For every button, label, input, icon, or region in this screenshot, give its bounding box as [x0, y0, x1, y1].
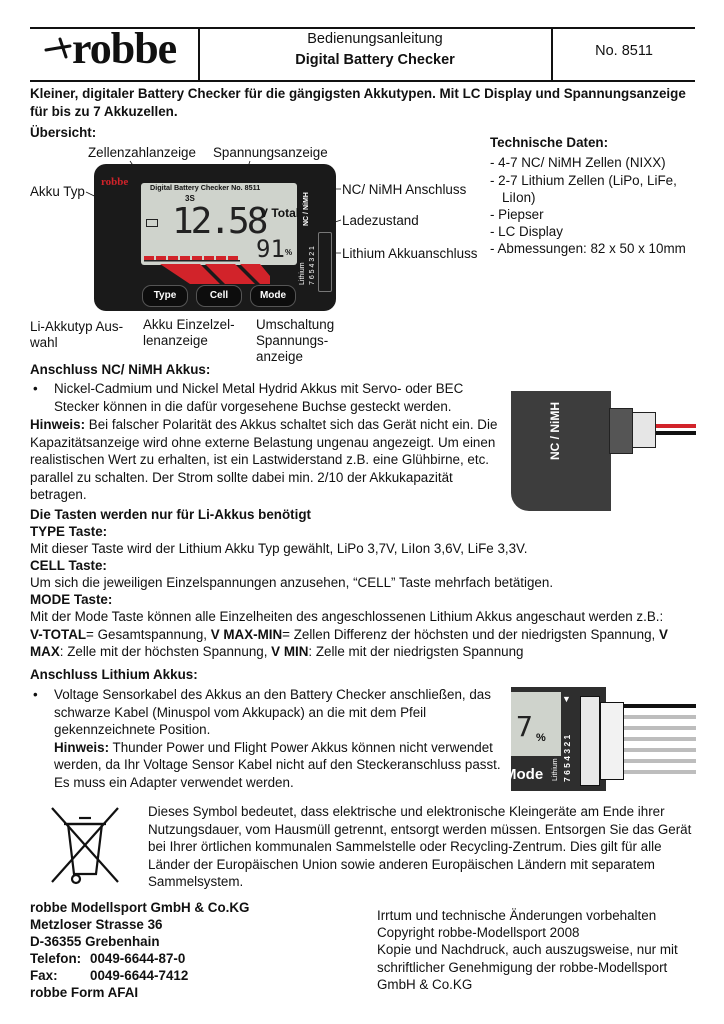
lcd-percent: 91	[256, 235, 285, 263]
li-balancer-plug	[580, 696, 600, 786]
nc-plug	[632, 412, 656, 448]
spec-item-2b: LiIon)	[502, 190, 536, 205]
label-nc-connector: NC/ NiMH Anschluss	[342, 182, 467, 197]
label-lithium-connector: Lithium Akkuanschluss	[342, 246, 478, 261]
nc-heading: Anschluss NC/ NiMH Akkus:	[30, 362, 211, 377]
label-voltage: Spannungsanzeige	[213, 145, 328, 160]
li-hint-text: Thunder Power und Flight Power Akkus können nicht verwendet werden, da Ihr Voltage Sensor Kabel nicht auf den Steckeranschluss passt. Es muss ein Adapter verwendet werden.	[54, 739, 501, 790]
lcd-voltage-value: 12.58	[172, 201, 266, 242]
nc-bullet: • Nickel-Cadmium und Nickel Metal Hydrid Akkus mit Servo- oder BEC Stecker können in die dafür vorgesehene Buchse gesteckt werden.	[30, 380, 490, 415]
type-key-text: Mit dieser Taste wird der Lithium Akku Typ gewählt, LiPo 3,7V, LiIon 3,6V, LiFe 3,3V.	[30, 541, 528, 556]
lcd-cell-count: 3S	[185, 194, 195, 203]
fax-value: 0049-6644-7412	[90, 968, 189, 983]
legal-line1: Irrtum und technische Änderungen vorbehalten	[377, 908, 657, 923]
spec-item-3: - Piepser	[490, 207, 544, 222]
device-lithium-label: Lithium	[299, 262, 306, 285]
vmin-label: V MIN	[271, 644, 309, 659]
spec-item-1: - 4-7 NC/ NiMH Zellen (NIXX)	[490, 155, 666, 170]
address-form: robbe Form AFAI	[30, 985, 139, 1000]
disposal-text: Dieses Symbol bedeutet, dass elektrische und elektronische Kleingeräte am Ende ihrer Nutzungsdauer, vom Hausmüll getrennt, entsorgt werden müssen. Entsorgen Sie das Gerät bei Ihrer örtlichen kommunalen Sammelstelle oder Recycling-Zentrum. Dies gilt für alle Länder der Europäischen Union sowie anderen Europäischen Ländern mit separatem Sammelsystem.	[148, 804, 692, 889]
li-hint-label: Hinweis:	[54, 739, 110, 755]
vmaxmin-text: = Zellen Differenz der höchsten und der niedrigsten Spannung,	[282, 626, 659, 642]
nc-plug-housing	[609, 408, 633, 454]
li-photo-pins: 7 6 5 4 3 2 1	[562, 734, 572, 782]
specs-heading: Technische Daten:	[490, 135, 609, 150]
cell-key-text: Um sich die jeweiligen Einzelspannungen anzusehen, “CELL” Taste mehrfach betätigen.	[30, 575, 554, 590]
vtotal-text: = Gesamtspannung,	[86, 626, 211, 642]
device-connector-slot	[318, 232, 332, 292]
device-nc-label: NC / NiMH	[303, 192, 310, 226]
mode-key-intro: Mit der Mode Taste können alle Einzelheiten des angeschlossenen Lithium Akkus angeschaut werden z.B.:	[30, 609, 664, 624]
li-balancer-plug-head	[600, 702, 624, 780]
doc-title-line1: Bedienungsanleitung	[307, 31, 443, 47]
vmax-text: : Zelle mit der höchsten Spannung,	[59, 644, 272, 659]
vmax-label: V MAX	[30, 626, 668, 659]
phone-value: 0049-6644-87-0	[90, 951, 186, 966]
li-photo-mode: Mode	[504, 766, 544, 783]
legal-line3: Kopie und Nachdruck, auch auszugsweise, nur mit schriftlicher Genehmigung der robbe-Modellsport GmbH & Co.KG	[377, 942, 678, 992]
intro-text: Kleiner, digitaler Battery Checker für die gängigsten Akkutypen. Mit LC Display und Spannungsanzeige für bis zu 7 Akkuzellen.	[30, 86, 686, 119]
li-photo-arrow-icon: ▼	[562, 694, 571, 704]
mode-button[interactable]: Mode	[250, 285, 296, 307]
nc-wire-red	[656, 424, 696, 428]
li-photo-pct: %	[536, 732, 546, 744]
battery-type-icon	[146, 219, 158, 227]
doc-title-line2: Digital Battery Checker	[295, 52, 455, 68]
legal-line2: Copyright robbe-Modellsport 2008	[377, 925, 580, 940]
cell-key-heading: CELL Taste:	[30, 558, 107, 573]
vmaxmin-label: V MAX-MIN	[210, 626, 283, 642]
spec-item-2: - 2-7 Lithium Zellen (LiPo, LiFe,	[490, 173, 677, 188]
cell-button[interactable]: Cell	[196, 285, 242, 307]
label-akku-typ: Akku Typ	[30, 184, 85, 199]
type-button[interactable]: Type	[142, 285, 188, 307]
device-model: Digital Battery Checker No. 8511	[150, 183, 261, 192]
label-charge-state: Ladezustand	[342, 213, 419, 228]
address-city: D-36355 Grebenhain	[30, 934, 160, 949]
label-single-cell: Akku Einzelzel-lenanzeige	[143, 317, 235, 348]
overview-heading: Übersicht:	[30, 125, 97, 140]
type-key-heading: TYPE Taste:	[30, 524, 108, 539]
nc-hint-text: Bei falscher Polarität des Akkus schaltet sich das Gerät nicht ein. Die Kapazitätsanzeige wird ohne externe Belastung ungenau angezeigt. Um einen realistischen Wert zu erhalten, ist ein Lastwiderstand z.B. eine Glühbirne, etc. parallel zu schalten. Der Strom sollte dabei min. 2/10 der Akkukapazität betragen.	[30, 417, 498, 502]
fax-label: Fax:	[30, 968, 58, 983]
vtotal-label: V-TOTAL	[30, 626, 87, 642]
lcd-percent-sign: %	[285, 248, 293, 257]
nc-hint	[30, 416, 498, 504]
li-photo-digit: 7	[516, 710, 533, 743]
device-red-swoosh	[160, 262, 270, 284]
li-heading: Anschluss Lithium Akkus:	[30, 667, 198, 682]
li-bullet	[30, 686, 510, 791]
lcd-unit: V Total	[260, 206, 300, 220]
mode-key-text	[30, 608, 698, 661]
li-bullet-list	[30, 686, 510, 791]
device-brand: robbe	[101, 176, 129, 188]
label-cell-count: Zellenzahlanzeige	[88, 145, 196, 160]
device-pin-numbers: 7 6 5 4 3 2 1	[309, 246, 316, 285]
address-street: Metzloser Strasse 36	[30, 917, 163, 932]
li-photo-lithium: Lithium	[552, 758, 559, 781]
doc-number: No. 8511	[595, 43, 653, 59]
spec-item-4: - LC Display	[490, 224, 563, 239]
address-company: robbe Modellsport GmbH & Co.KG	[30, 900, 250, 915]
robbe-logo: robbe	[72, 24, 177, 73]
label-li-type-select: Li-Akkutyp Aus-wahl	[30, 319, 124, 350]
keys-heading: Die Tasten werden nur für Li-Akkus benötigt	[30, 507, 311, 522]
lcd-charge-bar	[144, 248, 256, 262]
vmin-text: : Zelle mit der niedrigsten Spannung	[308, 644, 524, 659]
nc-wire-black	[656, 431, 696, 435]
nc-hint-label: Hinweis:	[30, 417, 86, 432]
nc-bullet-list	[30, 380, 490, 415]
phone-label: Telefon:	[30, 951, 82, 966]
nc-photo-label: NC / NiMH	[548, 402, 562, 460]
mode-key-heading: MODE Taste:	[30, 592, 113, 607]
li-sensor-wires	[624, 700, 696, 782]
spec-item-5: - Abmessungen: 82 x 50 x 10mm	[490, 241, 686, 256]
li-bullet-text: Voltage Sensorkabel des Akkus an den Battery Checker anschließen, das schwarze Kabel (Minuspol vom Akkupack) an die mit dem Pfeil gekennzeichnete Position.	[54, 687, 491, 737]
weee-disposal-icon	[46, 804, 124, 890]
label-mode-switch: Umschaltung Spannungs-anzeige	[256, 317, 335, 364]
